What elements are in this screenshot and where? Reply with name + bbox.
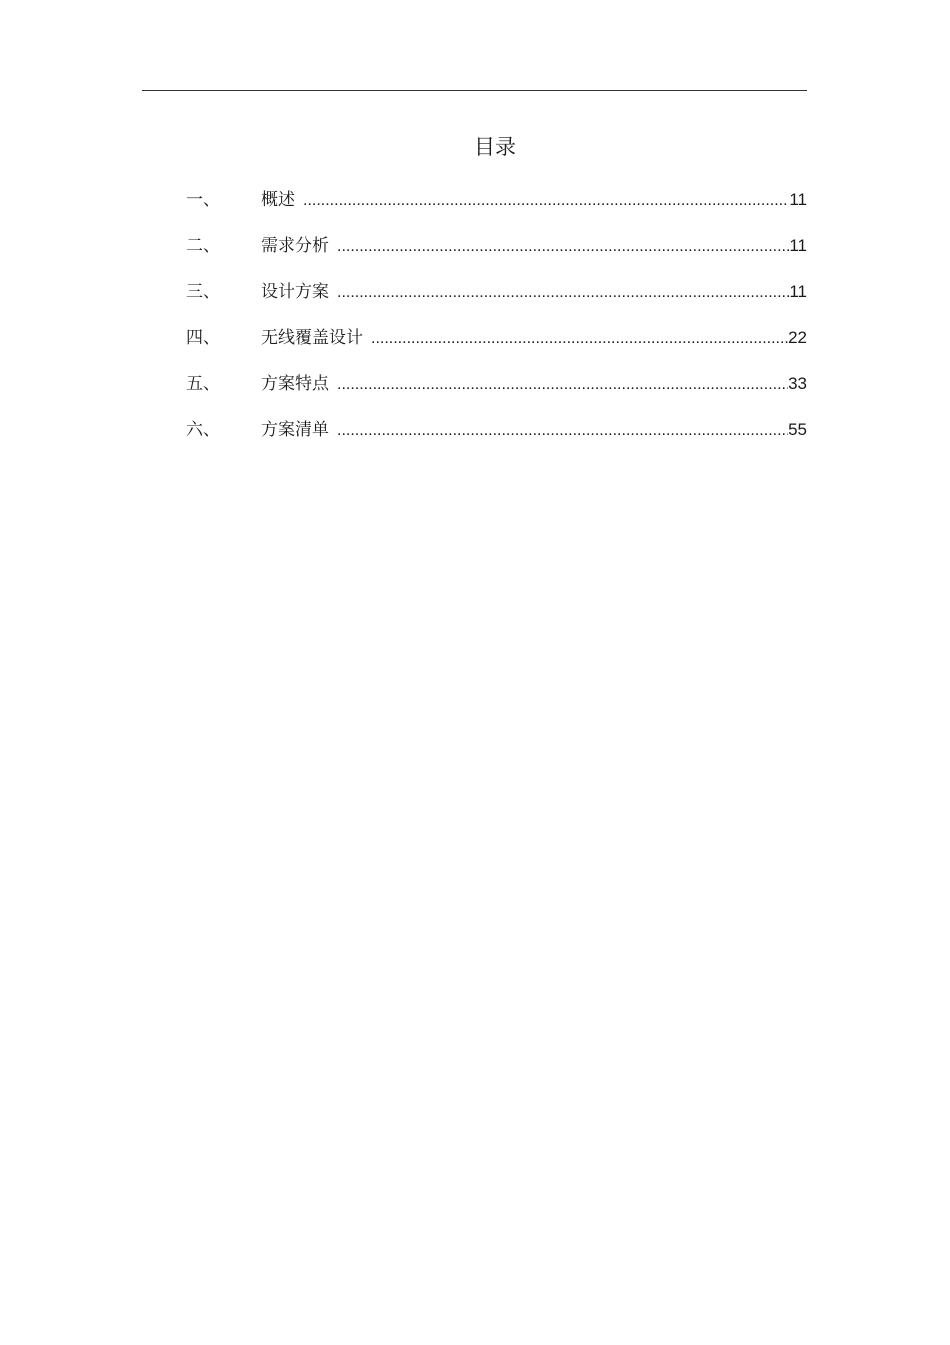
toc-entry-label: 无线覆盖设计 <box>261 328 363 348</box>
toc-entry[interactable] <box>186 370 807 416</box>
toc-title: 目录 <box>474 135 516 159</box>
toc-entry-page: 22 <box>788 328 807 347</box>
toc-entry[interactable] <box>186 278 807 324</box>
toc-entry-label: 需求分析 <box>261 236 329 256</box>
toc-entry-page: 11 <box>789 282 807 301</box>
toc-entry-page: 11 <box>789 190 807 209</box>
toc-entry[interactable] <box>186 186 807 232</box>
toc-entry-number: 一、 <box>186 190 220 210</box>
toc-entry[interactable] <box>186 416 807 462</box>
toc-dot-leader <box>303 187 789 215</box>
toc-entry-label: 方案特点 <box>261 374 329 394</box>
header-rule <box>142 90 807 91</box>
toc-entry-number: 六、 <box>186 420 220 440</box>
toc-entry-number: 四、 <box>186 328 220 348</box>
toc-entry-number: 三、 <box>186 282 220 302</box>
toc-entry[interactable] <box>186 232 807 278</box>
toc-list <box>186 186 807 462</box>
toc-entry-label: 概述 <box>261 190 295 210</box>
toc-entry-number: 五、 <box>186 374 220 394</box>
toc-entry[interactable] <box>186 324 807 370</box>
toc-dot-leader <box>337 371 788 399</box>
toc-entry-page: 33 <box>788 374 807 393</box>
toc-entry-number: 二、 <box>186 236 220 256</box>
toc-entry-label: 方案清单 <box>261 420 329 440</box>
toc-entry-label: 设计方案 <box>261 282 329 302</box>
toc-dot-leader <box>337 233 789 261</box>
toc-dot-leader <box>337 417 788 445</box>
toc-dot-leader <box>337 279 789 307</box>
toc-entry-page: 11 <box>789 236 807 255</box>
toc-dot-leader <box>371 325 788 353</box>
toc-entry-page: 55 <box>788 420 807 439</box>
